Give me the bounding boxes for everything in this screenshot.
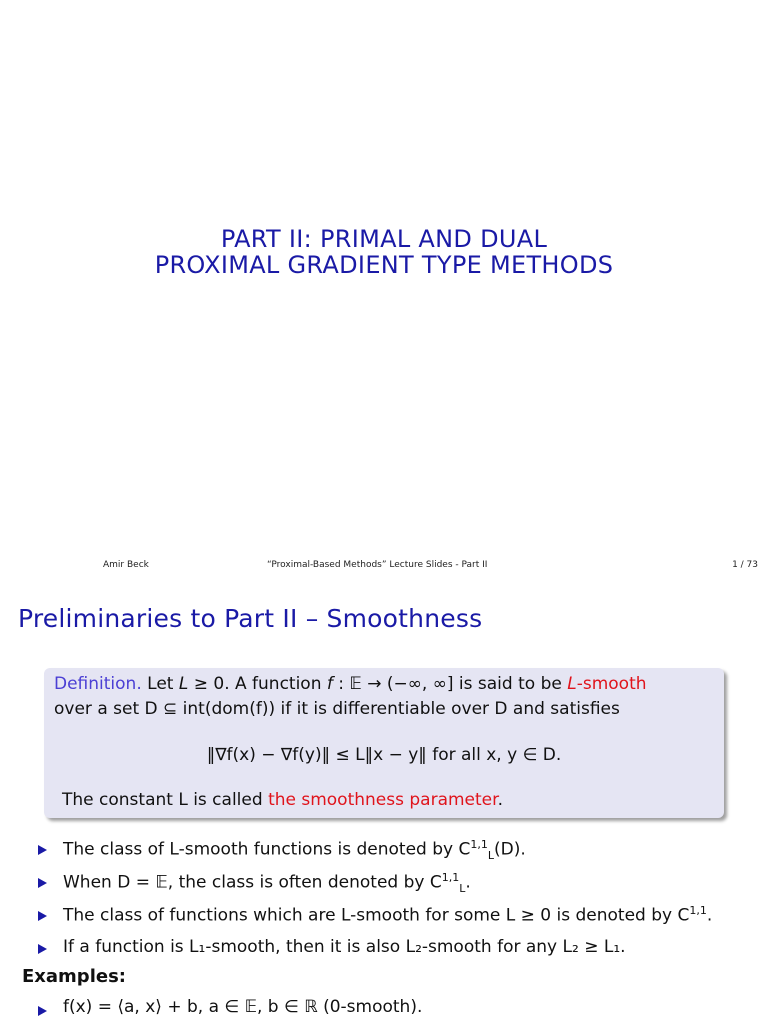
smoothness-equation: ‖∇f(x) − ∇f(y)‖ ≤ L‖x − y‖ for all x, y ∈ D. [206,745,562,765]
definition-label: Definition. [54,674,142,694]
bullet-triangle-icon [38,1006,47,1016]
slide-footer [0,560,768,574]
definition-text: : 𝔼 → (−∞, ∞] is said to be [332,674,568,694]
definition-text: The constant L is called [62,790,269,810]
definition-text: . [497,790,503,810]
bullet-triangle-icon [38,944,47,954]
footer-page-number: 1 / 73 [732,560,758,570]
var-f: f [326,674,333,694]
slide-title [0,226,768,278]
l-smooth-term: L-smooth [567,674,647,694]
title-line-1: PART II: PRIMAL AND DUAL [220,225,548,253]
definition-box [44,668,724,818]
footer-doc-title: “Proximal-Based Methods” Lecture Slides - Part II [267,560,488,570]
definition-line-4 [62,790,503,810]
bullet-triangle-icon [38,845,47,855]
frame-title: Preliminaries to Part II – Smoothness [18,604,483,633]
definition-line-1 [54,674,647,694]
bullet-triangle-icon [38,911,47,921]
definition-line-2: over a set D ⊆ int(dom(f)) if it is differentiable over D and satisfies [54,699,620,719]
footer-author: Amir Beck [103,560,149,570]
definition-text: ≥ 0. A function [188,674,327,694]
smoothness-parameter-term: the smoothness parameter [268,790,498,810]
title-line-2: PROXIMAL GRADIENT TYPE METHODS [154,251,614,279]
smoothness-slide: Preliminaries to Part II – Smoothness Definition. Let L ≥ 0. A function f : 𝔼 → (−∞, ∞] is said to be L-smooth over a set D ⊆ int(dom(f)) if it is differentiable over D and satisfies ‖∇f(x) − ∇f(y)‖ ≤ L‖x − y‖ for all x, y ∈ D. The constant L is called the smoothness parameter. The class of L-smooth functions is denoted by C$^{1,1}_L$(D). When D = 𝔼, the class is often denoted by C$^{1,1}_L$. The class of functions which are L-smooth for some L ≥ 0 is denoted by C$^{1,1}$. If a function is L₁-smooth, then it is also L₂-smooth for any L₂ ≥ L₁. Examples: f(x) = ⟨a, x⟩ + b, a ∈ 𝔼, b ∈ ℝ (0-smooth). [0,592,768,1024]
examples-heading: Examples: [22,966,126,987]
bullet-triangle-icon [38,878,47,888]
definition-text: Let [147,674,179,694]
var-L: L [178,674,189,694]
